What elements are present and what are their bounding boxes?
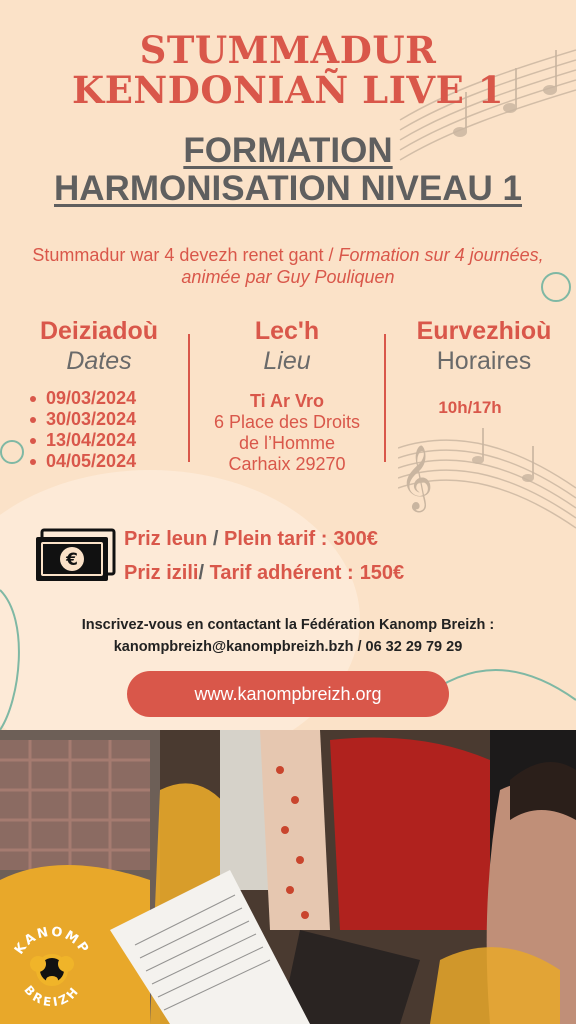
price-full-breton: Priz leun (124, 528, 208, 550)
list-item: 09/03/2024 (30, 388, 136, 409)
kanomp-breizh-logo (4, 922, 100, 1018)
price-member-french: Tarif adhérent : (209, 562, 354, 584)
banknote-euro-icon (34, 528, 116, 584)
title-line-2: KENDONIAÑ LIVE 1 (72, 68, 504, 112)
price-full-amount: 300€ (333, 528, 378, 550)
dates-subheading: Dates (66, 347, 132, 375)
intro-text (30, 244, 546, 288)
event-title (0, 30, 576, 110)
course-title-line-2: HARMONISATION NIVEAU 1 (54, 169, 522, 208)
list-item: 04/05/2024 (30, 451, 136, 472)
contact-details[interactable]: kanompbreizh@kanompbreizh.bzh / 06 32 29 79 29 (113, 639, 463, 655)
price-member-amount: 150€ (359, 562, 405, 584)
hours-subheading: Horaires (436, 347, 532, 375)
place-subheading: Lieu (263, 347, 311, 375)
column-divider (384, 334, 386, 462)
title-line-1: STUMMADUR (139, 28, 437, 72)
svg-text:BREIZH: BREIZH (21, 982, 83, 1010)
price-separator: / (198, 562, 210, 584)
svg-text:€: € (66, 550, 78, 570)
dates-list (30, 388, 136, 472)
dates-heading: Deiziadoù (39, 317, 159, 345)
place-address (192, 391, 382, 475)
address-line-1: 6 Place des Droits (213, 412, 361, 432)
music-staff-icon (398, 418, 576, 536)
course-title-line-1: FORMATION (183, 131, 393, 170)
list-item: 13/04/2024 (30, 430, 136, 451)
venue-name: Ti Ar Vro (249, 391, 325, 411)
address-line-2: de l’Homme (238, 433, 336, 453)
registration-line: Inscrivez-vous en contactant la Fédération Kanomp Breizh : (81, 617, 495, 633)
price-full (124, 527, 378, 551)
course-title (0, 132, 576, 208)
price-separator: / (207, 528, 225, 550)
place-column (192, 316, 382, 376)
column-divider (188, 334, 190, 462)
hours-value: 10h/17h (438, 398, 502, 417)
price-full-french: Plein tarif : (224, 528, 328, 550)
intro-french: Formation sur 4 journées, animée par Guy Pouliquen (181, 245, 544, 287)
registration-info (0, 614, 576, 658)
address-city: Carhaix 29270 (228, 454, 346, 474)
intro-breton: Stummadur war 4 devezh renet gant / (32, 245, 339, 265)
hours-column (392, 316, 576, 376)
price-member-breton: Priz izili (124, 562, 199, 584)
place-heading: Lec'h (254, 317, 320, 345)
website-button[interactable]: www.kanompbreizh.org (127, 671, 449, 717)
svg-text:𝄞: 𝄞 (400, 445, 434, 510)
list-item: 30/03/2024 (30, 409, 136, 430)
svg-text:KANOMP: KANOMP (11, 924, 93, 958)
hours-heading: Eurvezhioù (416, 317, 552, 345)
dates-column (14, 316, 184, 376)
price-member (124, 561, 404, 585)
